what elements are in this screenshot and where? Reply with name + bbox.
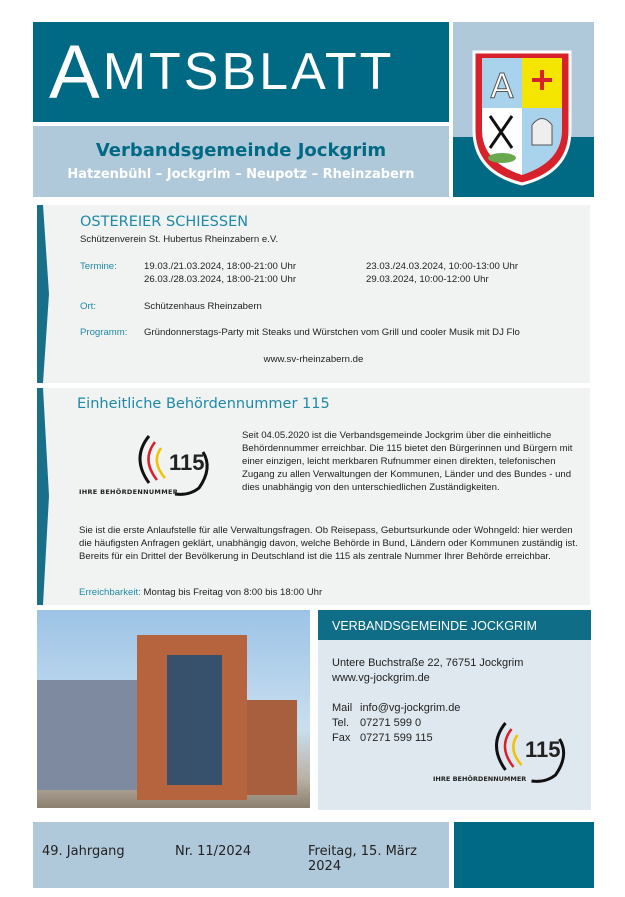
fax-label: Fax: [332, 732, 351, 744]
event-url[interactable]: www.sv-rheinzabern.de: [263, 354, 364, 365]
date-3: 23.03./24.03.2024, 10:00-13:00 Uhr: [366, 261, 519, 272]
body-paragraph: Sie ist die erste Anlaufstelle für alle Verwaltungsfragen. Ob Reisepass, Geburtsurkunde oder Wohngeld: hier werden die häufigsten Anfragen geklärt, unabhängig davon, welche Behörde in Bund, Ländern oder Kommunen zuständig ist. Bereits für ein Drittel der Bevölkerung in Deutschland ist die 115 als zentrale Nummer Ihrer Behörde erreichbar.: [79, 525, 578, 562]
logo-number: 115: [525, 737, 561, 762]
logo-text: IHRE BEHÖRDENNUMMER: [433, 775, 527, 783]
masthead-title: [33, 22, 449, 122]
logo-text: IHRE BEHÖRDENNUMMER: [79, 488, 179, 496]
issue-number: Nr. 11/2024: [175, 844, 252, 859]
section-title: Einheitliche Behördennummer 115: [77, 396, 330, 412]
town-hall-photo: [37, 610, 310, 808]
event-organizer: Schützenverein St. Hubertus Rheinzabern e.V.: [80, 234, 279, 245]
tel-label: Tel.: [332, 717, 350, 729]
section-arrow-bar: [37, 388, 51, 605]
contact-heading: VERBANDSGEMEINDE JOCKGRIM: [318, 610, 591, 640]
event-section: [37, 205, 590, 383]
tel-value: 07271 599 0: [360, 717, 422, 729]
reach-value: Montag bis Freitag von 8:00 bis 18:00 Uhr: [143, 587, 323, 598]
coat-of-arms-icon: [472, 50, 572, 186]
behoerdennummer-section: [37, 388, 590, 605]
mail-value[interactable]: info@vg-jockgrim.de: [360, 702, 461, 714]
date-4: 29.03.2024, 10:00-12:00 Uhr: [366, 274, 489, 285]
footer-accent: [454, 822, 594, 888]
programm-value: Gründonnerstags-Party mit Steaks und Würstchen vom Grill und cooler Musik mit DJ Flo: [144, 327, 520, 338]
termine-label: Termine:: [80, 261, 117, 272]
ort-value: Schützenhaus Rheinzabern: [144, 301, 262, 312]
date-1: 19.03./21.03.2024, 18:00-21:00 Uhr: [144, 261, 297, 272]
logo-115: [79, 428, 219, 500]
date-2: 26.03./28.03.2024, 18:00-21:00 Uhr: [144, 274, 297, 285]
address: Untere Buchstraße 22, 76751 Jockgrim: [332, 657, 524, 669]
issue-date: Freitag, 15. März 2024: [308, 844, 417, 874]
programm-label: Programm:: [80, 327, 128, 338]
org-name: Verbandsgemeinde Jockgrim: [95, 140, 387, 161]
title-initial: A: [49, 29, 103, 115]
footer-bar: [33, 822, 449, 888]
logo-115-small: [433, 715, 578, 787]
masthead-subtitle: [33, 126, 449, 197]
mail-label: Mail: [332, 702, 353, 714]
intro-paragraph: Seit 04.05.2020 ist die Verbandsgemeinde Jockgrim über die einheitliche Behördennummer erreichbar. Die 115 bietet den Bürgerinnen und Bürgern mit einer einzigen, leicht merkbaren Rufnummer einen direkten, telefonischen Zugang zu allen Verwaltungen der Kommunen, Länder und des Bundes - und dies unabhängig von den unterschiedlichen Zuständigkeiten.: [242, 430, 573, 493]
website[interactable]: www.vg-jockgrim.de: [332, 672, 430, 684]
reach-label: Erreichbarkeit:: [79, 587, 141, 598]
event-title: OSTEREIER SCHIESSEN: [80, 214, 249, 230]
contact-box: [318, 610, 591, 810]
volume: 49. Jahrgang: [42, 844, 125, 859]
towns: Hatzenbühl – Jockgrim – Neupotz – Rheinzabern: [67, 167, 415, 182]
svg-text:A: A: [490, 67, 514, 107]
ort-label: Ort:: [80, 301, 96, 312]
fax-value: 07271 599 115: [360, 732, 433, 744]
logo-number: 115: [169, 450, 205, 475]
title-rest: MTSBLATT: [102, 43, 395, 101]
